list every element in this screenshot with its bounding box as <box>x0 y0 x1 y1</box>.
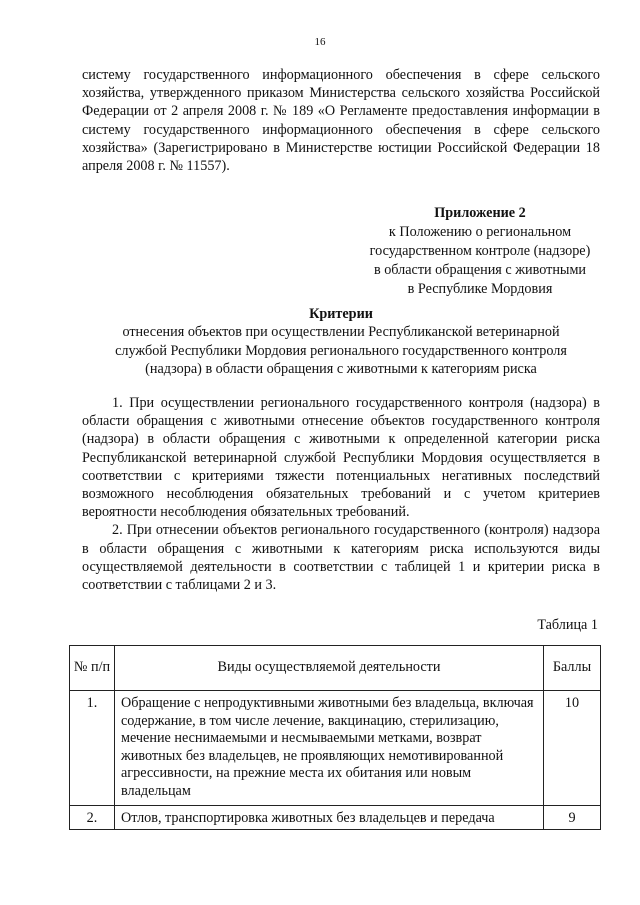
activities-table <box>69 645 601 830</box>
row-number: 2. <box>70 805 115 830</box>
row-activity: Обращение с непродуктивными животными без владельца, включая содержание, в том числе лечение, вакцинацию, стерилизацию, мечение неснимаемыми и несмываемыми метками, возврат животных без владельцев, не проявляющих немотивированной агрессивности, на прежние места их обитания или новым владельцам <box>115 691 544 806</box>
header-score: Баллы <box>544 646 601 691</box>
header-number: № п/п <box>70 646 115 691</box>
row-score: 9 <box>544 805 601 830</box>
paragraph-1: 1. При осуществлении регионального государственного контроля (надзора) в области обращения с животными отнесение объектов государственного контроля (надзора) в области обращения с животными к определенной категории риска Республиканской ветеринарной службой Республики Мордовия осуществляется в соответствии с критериями тяжести потенциальных негативных последствий возможного несоблюдения обязательных требований и с учетом критериев вероятности несоблюдения обязательных требований. <box>82 395 600 521</box>
criteria-subtitle-line: службой Республики Мордовия регионального государственного контроля <box>115 342 567 359</box>
appendix-title: Приложение 2 <box>434 205 526 221</box>
appendix-line: к Положению о региональном <box>388 224 572 240</box>
intro-paragraph: систему государственного информационного обеспечения в сфере сельского хозяйства, утвержденного приказом Министерства сельского хозяйства Российской Федерации от 2 апреля 2008 г. № 189 «О Регламенте предоставления информации в систему государственного информационного обеспечения в сфере сельского хозяйства» (Зарегистрировано в Министерстве юстиции Российской Федерации 18 апреля 2008 г. № 11557). <box>82 67 600 175</box>
criteria-subtitle-line: отнесения объектов при осуществлении Республиканской ветеринарной <box>122 324 560 341</box>
row-score: 10 <box>544 691 601 806</box>
header-activity: Виды осуществляемой деятельности <box>115 646 544 691</box>
table-caption: Таблица 1 <box>537 617 598 633</box>
criteria-heading <box>82 305 600 379</box>
appendix-line: в области обращения с животными <box>373 262 587 278</box>
criteria-subtitle-line: (надзора) в области обращения с животными к категориям риска <box>145 361 537 378</box>
page-number: 16 <box>314 36 326 48</box>
table-row <box>70 691 601 806</box>
row-activity: Отлов, транспортировка животных без владельцев и передача <box>115 805 544 830</box>
body-text <box>82 394 600 594</box>
paragraph-2: 2. При отнесении объектов регионального государственного (контроля) надзора в области обращения с животными к категориям риска используются виды осуществляемой деятельности в соответствии с таблицей 1 и критерии риска в соответствии с таблицами 2 и 3. <box>82 522 600 594</box>
table-header-row <box>70 646 601 691</box>
row-number: 1. <box>70 691 115 806</box>
appendix-line: в Республике Мордовия <box>407 281 553 297</box>
table-row <box>70 805 601 830</box>
intro-paragraph-block <box>82 66 600 175</box>
appendix-header <box>330 204 630 299</box>
criteria-title: Критерии <box>309 306 373 322</box>
appendix-line: государственном контроле (надзоре) <box>369 243 591 259</box>
